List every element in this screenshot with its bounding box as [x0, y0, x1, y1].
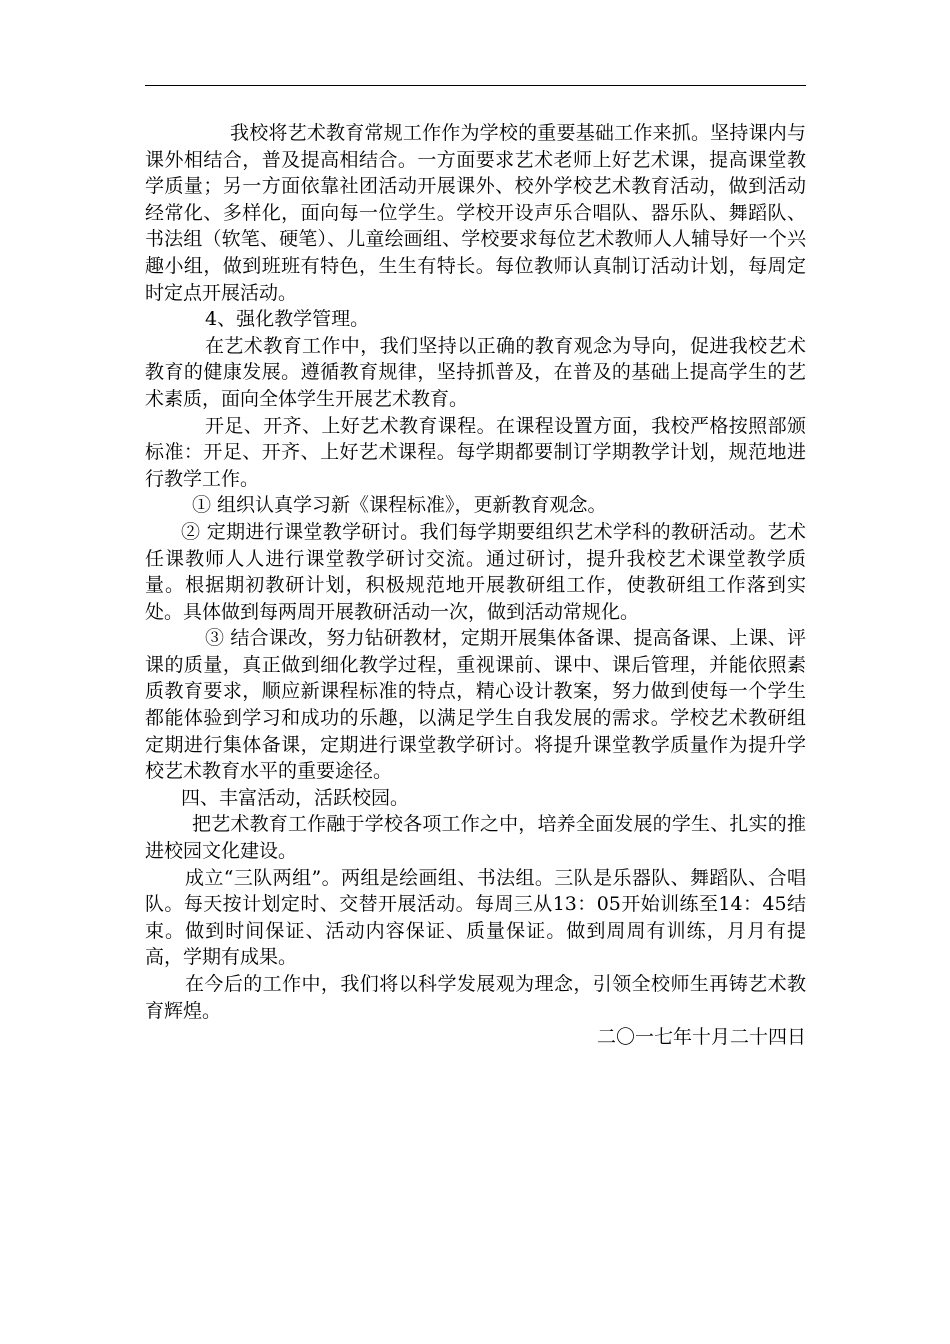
heading-teaching-management: 4、强化教学管理。 [205, 308, 370, 331]
list-item-teaching-research: ② 定期进行课堂教学研讨。我们每学期要组织艺术学科的教研活动。艺术任课教师人人进行课堂教学研讨交流。通过研讨，提升我校艺术课堂教学质量。根据期初教研计划，积极规范地开展教研组工作，使教研组工作落到实处。具体做到每两周开展教研活动一次，做到活动常规化。 [145, 520, 806, 623]
paragraph-curriculum: 开足、开齐、上好艺术教育课程。在课程设置方面，我校严格按照部颁标准：开足、开齐、上好艺术课程。每学期都要制订学期教学计划，规范地进行教学工作。 [145, 414, 806, 490]
paragraph-education-concept: 在艺术教育工作中，我们坚持以正确的教育观念为导向，促进我校艺术教育的健康发展。遵循教育规律，坚持抓普及，在普及的基础上提高学生的艺术素质，面向全体学生开展艺术教育。 [145, 334, 806, 410]
paragraph-three-teams-two-groups: 成立“三队两组”。两组是绘画组、书法组。三队是乐器队、舞蹈队、合唱队。每天按计划定时、交替开展活动。每周三从13：05开始训练至14：45结束。做到时间保证、活动内容保证、质量保证。做到周周有训练，月月有提高，学期有成果。 [145, 866, 806, 969]
document-body [145, 120, 806, 1051]
header-rule [145, 85, 806, 86]
list-item-curriculum-reform: ③ 结合课改，努力钻研教材，定期开展集体备课、提高备课、上课、评课的质量，真正做到细化教学过程，重视课前、课中、课后管理，并能依照素质教育要求，顺应新课程标准的特点，精心设计教案，努力做到使每一个学生都能体验到学习和成功的乐趣，以满足学生自我发展的需求。学校艺术教研组定期进行集体备课，定期进行课堂教学研讨。将提升课堂教学质量作为提升学校艺术教育水平的重要途径。 [145, 627, 806, 783]
list-item-study-standards: ① 组织认真学习新《课程标准》，更新教育观念。 [192, 494, 607, 517]
paragraph-integrate-arts: 把艺术教育工作融于学校各项工作之中，培养全面发展的学生、扎实的推进校园文化建设。 [145, 813, 806, 863]
paragraph-future-work: 在今后的工作中，我们将以科学发展观为理念，引领全校师生再铸艺术教育辉煌。 [145, 973, 806, 1022]
heading-enrich-activities: 四、丰富活动，活跃校园。 [181, 786, 410, 809]
paragraph-arts-routine: 我校将艺术教育常规工作作为学校的重要基础工作来抓。坚持课内与课外相结合，普及提高相结合。一方面要求艺术老师上好艺术课，提高课堂教学质量；另一方面依靠社团活动开展课外、校外学校艺术教育活动，做到活动经常化、多样化，面向每一位学生。学校开设声乐合唱队、器乐队、舞蹈队、书法组（软笔、硬笔）、儿童绘画组、学校要求每位艺术教师人人辅导好一个兴趣小组，做到班班有特色，生生有特长。每位教师认真制订活动计划，每周定时定点开展活动。 [145, 122, 806, 304]
document-date: 二〇一七年十月二十四日 [596, 1026, 806, 1049]
